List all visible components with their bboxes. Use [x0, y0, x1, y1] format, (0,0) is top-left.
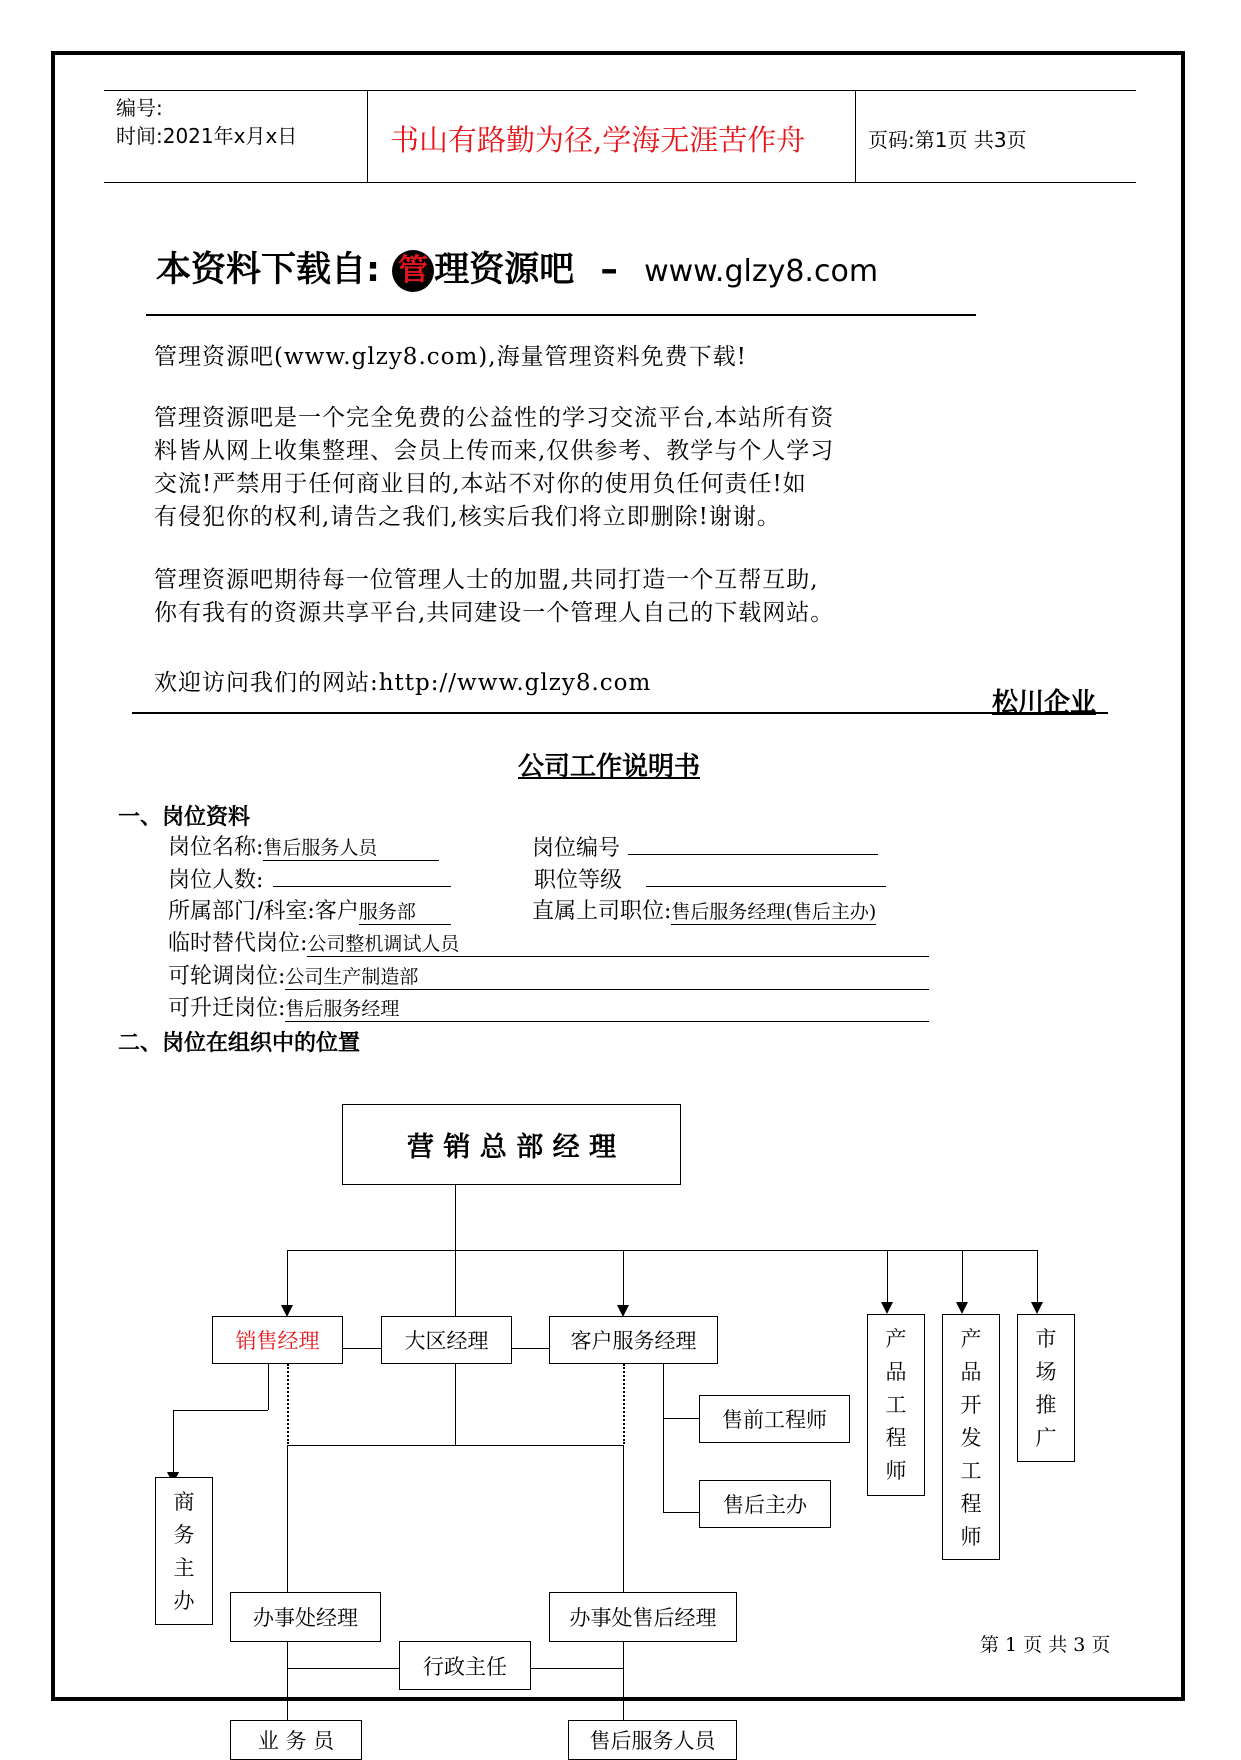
org-connector [663, 1364, 664, 1512]
arrow-down-icon [1031, 1302, 1043, 1314]
doc-number-label: 编号: [116, 96, 163, 120]
org-connector [455, 1185, 456, 1445]
org-connector [623, 1642, 624, 1720]
field-label: 可升迁岗位: [168, 996, 286, 1021]
field-post-no [532, 830, 878, 862]
org-connector [663, 1512, 699, 1513]
header-motto: 书山有路勤为径,学海无涯苦作舟 [390, 123, 806, 157]
header-divider [367, 90, 368, 182]
org-product-dev-engineer: 产 品 开 发 工 程 师 [942, 1314, 1000, 1560]
org-office-manager: 办事处经理 [230, 1592, 381, 1642]
field-value: 服务部 [359, 897, 451, 925]
org-sales-manager-label: 销售经理 [235, 1329, 320, 1353]
field-value: 售后服务人员 [263, 833, 439, 861]
field-label: 可轮调岗位: [168, 964, 286, 989]
banner-prefix: 本资料下载自: [156, 250, 380, 290]
field-post-name [168, 830, 439, 861]
org-connector [530, 1668, 623, 1669]
field-rotate [168, 959, 929, 990]
field-temp-substitute [168, 926, 929, 957]
banner-dash: – [600, 250, 618, 290]
org-connector [887, 1250, 888, 1303]
field-value: 售后服务经理(售后主办) [671, 897, 876, 925]
org-presales-engineer: 售前工程师 [699, 1395, 850, 1443]
field-label: 临时替代岗位: [168, 931, 308, 956]
ad-text-line: 管理资源吧是一个完全免费的公益性的学习交流平台,本站所有资 [154, 405, 835, 431]
org-connector [287, 1250, 288, 1307]
org-connector [287, 1445, 623, 1446]
org-product-engineer: 产 品 工 程 师 [867, 1314, 925, 1496]
org-connector [268, 1364, 269, 1410]
field-value [646, 862, 886, 887]
banner-rule [146, 314, 976, 316]
org-connector [962, 1250, 963, 1303]
ad-text-line: 料皆从网上收集整理、会员上传而来,仅供参考、教学与个人学习 [154, 438, 835, 464]
org-connector [287, 1250, 1038, 1251]
footer-page-number: 第 1 页 共 3 页 [980, 1634, 1111, 1656]
field-value [628, 830, 878, 855]
field-grade [534, 862, 886, 894]
org-connector [342, 1348, 382, 1349]
field-label: 直属上司职位: [532, 899, 672, 924]
org-sales-manager [212, 1316, 343, 1364]
field-label: 岗位名称: [168, 835, 264, 860]
banner-site: 理资源吧 [434, 250, 575, 290]
org-connector [1037, 1250, 1038, 1303]
field-department [168, 894, 451, 925]
field-value: 客户 [314, 899, 359, 924]
ad-text-line: 你有我有的资源共享平台,共同建设一个管理人自己的下载网站。 [154, 600, 835, 626]
org-top-manager: 营 销 总 部 经 理 [342, 1104, 681, 1185]
section1-heading: 一、岗位资料 [118, 805, 251, 830]
field-label: 职位等级 [534, 868, 623, 893]
org-salesman: 业 务 员 [230, 1720, 362, 1760]
section2-heading: 二、岗位在组织中的位置 [118, 1031, 361, 1056]
org-admin-lead: 行政主任 [399, 1641, 531, 1690]
org-connector [287, 1642, 288, 1720]
ad-text-line: 有侵犯你的权利,请告之我们,核实后我们将立即删除!谢谢。 [154, 504, 781, 530]
doc-time: 时间:2021年x月x日 [116, 124, 298, 148]
page-info: 页码:第1页 共3页 [868, 128, 1027, 152]
ad-paragraph-2 [154, 402, 834, 534]
org-office-aftersales-manager: 办事处售后经理 [549, 1592, 737, 1642]
ad-paragraph-3 [154, 564, 834, 630]
field-value [273, 862, 451, 887]
ad-banner [156, 242, 878, 292]
org-biz-lead: 商 务 主 办 [155, 1477, 213, 1625]
org-dotted-connector [623, 1364, 625, 1444]
header-top-rule [104, 90, 1136, 91]
org-region-manager: 大区经理 [381, 1316, 512, 1364]
org-marketing: 市 场 推 广 [1017, 1314, 1075, 1462]
ad-text-line: 交流!严禁用于任何商业目的,本站不对你的使用负任何责任!如 [154, 471, 807, 497]
header-bottom-rule [104, 182, 1136, 183]
banner-url: www.glzy8.com [644, 254, 879, 289]
field-promote [168, 991, 929, 1022]
arrow-down-icon [956, 1302, 968, 1314]
field-label: 岗位编号 [532, 836, 621, 861]
org-aftersales-staff: 售后服务人员 [568, 1720, 737, 1760]
org-connector [287, 1445, 288, 1592]
logo-icon: 管 [392, 250, 434, 292]
field-value: 售后服务经理 [285, 994, 929, 1022]
field-label: 岗位人数: [168, 868, 264, 893]
org-connector [173, 1410, 174, 1474]
field-value: 公司整机调试人员 [307, 929, 929, 957]
doc-title: 公司工作说明书 [518, 752, 701, 782]
org-connector [623, 1445, 624, 1592]
ad-line1: 管理资源吧(www.glzy8.com),海量管理资料免费下载! [154, 344, 747, 370]
org-connector [623, 1250, 624, 1307]
ad-welcome: 欢迎访问我们的网站:http://www.glzy8.com [154, 670, 652, 696]
org-connector [287, 1668, 400, 1669]
company-name: 松川企业 [992, 688, 1097, 718]
field-value: 公司生产制造部 [285, 962, 929, 990]
field-headcount [168, 862, 451, 894]
org-connector [511, 1348, 551, 1349]
org-cs-manager: 客户服务经理 [549, 1316, 718, 1364]
org-connector [173, 1410, 268, 1411]
field-label: 所属部门/科室: [168, 899, 315, 924]
header-divider [855, 90, 856, 182]
ad-text-line: 管理资源吧期待每一位管理人士的加盟,共同打造一个互帮互助, [154, 567, 819, 593]
org-dotted-connector [287, 1364, 289, 1444]
arrow-down-icon [881, 1302, 893, 1314]
field-superior [532, 894, 876, 925]
company-rule [132, 712, 1108, 714]
org-connector [663, 1418, 699, 1419]
org-aftersales-lead: 售后主办 [699, 1480, 831, 1528]
